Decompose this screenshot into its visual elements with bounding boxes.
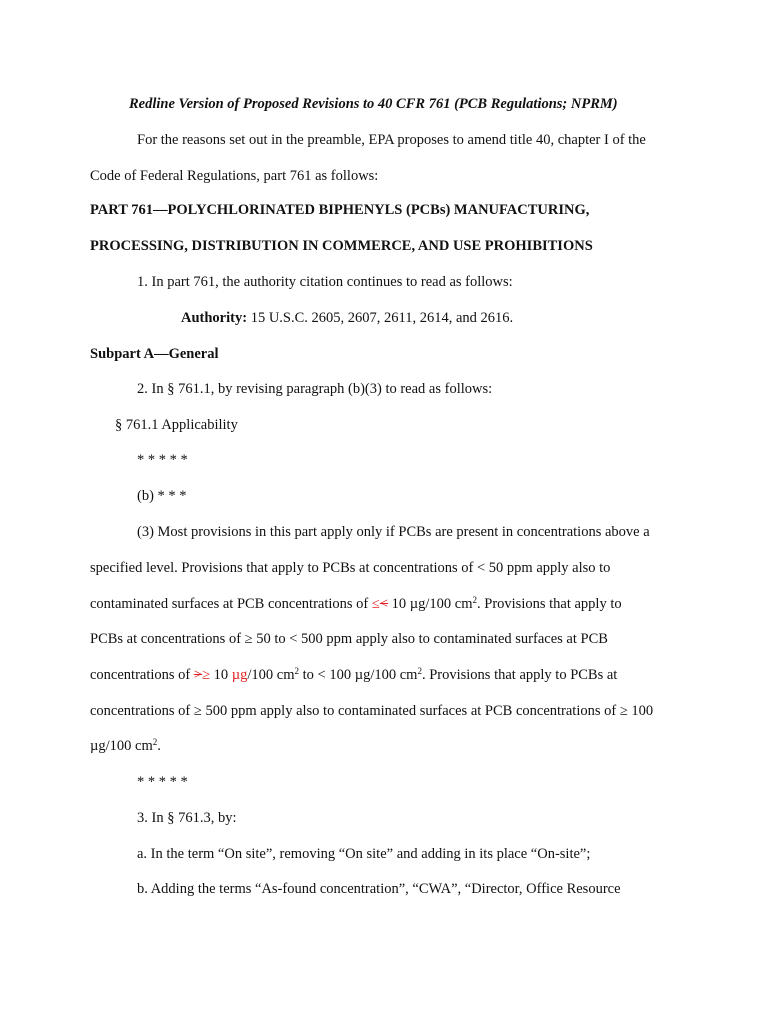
authority-text: 15 U.S.C. 2605, 2607, 2611, 2614, and 2616. [247,310,514,326]
instruction-1: 1. In part 761, the authority citation continues to read as follows: [137,274,513,290]
intro-line-1: For the reasons set out in the preamble, EPA proposes to amend title 40, chapter I of the [137,132,646,148]
text-segment: /100 cm [247,667,295,683]
authority-citation [181,309,513,327]
superscript: 2 [417,666,422,676]
paragraph-3-line-6: concentrations of ≥ 500 ppm apply also to contaminated surfaces at PCB concentrations of ≥ 100 [90,703,654,719]
list-item-b: b. Adding the terms “As-found concentration”, “CWA”, “Director, Office Resource [137,881,621,897]
document-title: Redline Version of Proposed Revisions to 40 CFR 761 (PCB Regulations; NPRM) [129,96,618,112]
redline-insertion: ≤ [371,596,380,612]
superscript: 2 [294,666,300,676]
intro-line-2: Code of Federal Regulations, part 761 as follows: [90,168,379,184]
paragraph-3-line-4: PCBs at concentrations of ≥ 50 to < 500 ppm apply also to contaminated surfaces at PCB [90,631,608,647]
superscript: 2 [152,737,158,747]
text-segment: to < 100 µg/100 cm [299,667,418,683]
omission-stars-1: * * * * * [137,452,188,468]
paragraph-3-line-2: specified level. Provisions that apply to PCBs at concentrations of < 50 ppm apply also to [90,560,611,576]
redline-insertion: µg [231,667,248,683]
superscript: 2 [472,595,477,605]
instruction-2: 2. In § 761.1, by revising paragraph (b)(3) to read as follows: [137,381,493,397]
text-segment: 10 µg/100 cm [388,596,473,612]
omission-stars-2: * * * * * [137,774,188,790]
section-heading: § 761.1 Applicability [115,417,238,433]
subpart-heading: Subpart A—General [90,346,219,362]
paragraph-3-line-7 [90,737,161,755]
paragraph-3-line-3 [90,595,622,613]
paragraph-3-line-5 [90,666,617,684]
text-segment: . Provisions that apply to PCBs at [421,667,618,683]
instruction-3: 3. In § 761.3, by: [137,810,237,826]
redline-deletion: < [379,596,389,612]
authority-label: Authority: [181,310,248,326]
part-heading-line-1: PART 761—POLYCHLORINATED BIPHENYLS (PCBs) MANUFACTURING, [90,202,590,218]
text-segment: . [157,738,161,754]
text-segment: contaminated surfaces at PCB concentrations of [90,596,372,612]
list-item-a: a. In the term “On site”, removing “On site” and adding in its place “On-site”; [137,846,591,862]
redline-insertion: ≥ [202,667,211,683]
text-segment: 10 [210,667,232,683]
paragraph-b: (b) * * * [137,488,187,504]
text-segment: . Provisions that apply to [477,596,622,612]
paragraph-3-line-1: (3) Most provisions in this part apply only if PCBs are present in concentrations above a [137,524,650,540]
text-segment: concentrations of [90,667,194,683]
redline-deletion: > [193,667,203,683]
part-heading-line-2: PROCESSING, DISTRIBUTION IN COMMERCE, AND USE PROHIBITIONS [90,238,593,254]
text-segment: µg/100 cm [90,738,153,754]
